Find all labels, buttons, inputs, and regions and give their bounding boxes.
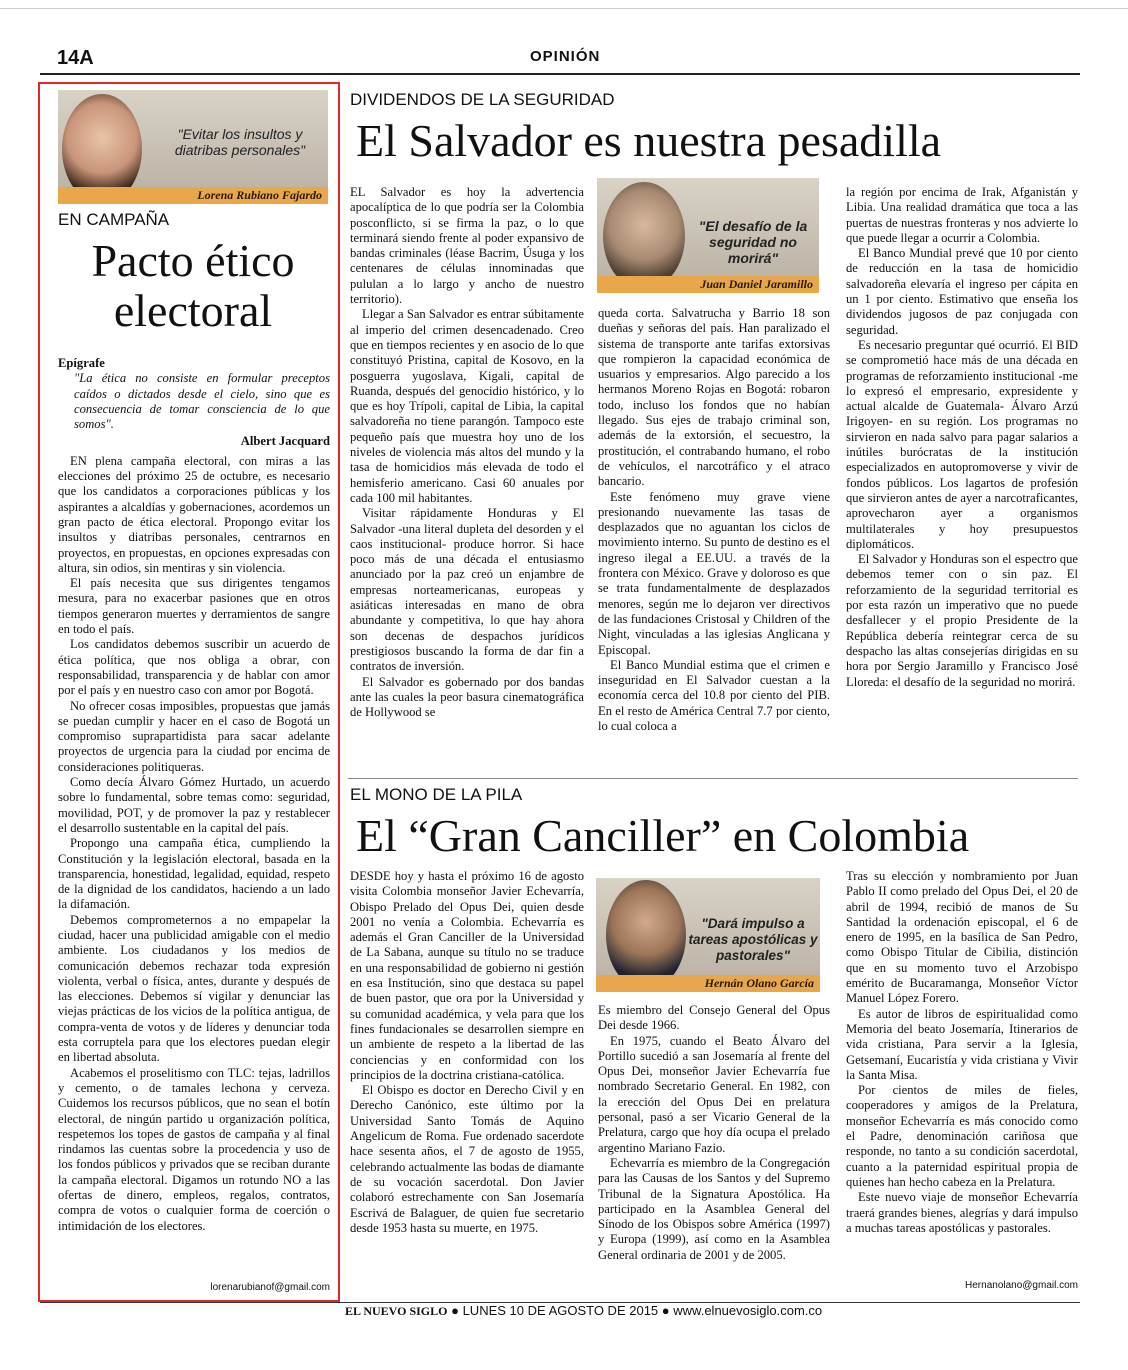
paragraph: En 1975, cuando el Beato Álvaro del Portillo sucedió a san Josemaría al frente del Opus Dei, monseñor Javier Echevarría fue nombrado Secretario General. En 1982, con la erección del Opus Dei en prelatura personal, pasó a ser Vicario General de la Prelatura, cargo que hoy día ocupa el prelado argentino Mariano Fazio.	[598, 1033, 830, 1155]
paragraph: Este fenómeno muy grave viene presionando nuevamente las tasas de desplazados que no aguantan los ciclos de movimiento interno. Su punto de destino es el ingreso ilegal a EE.UU. a través de la frontera con México. Grave y doloroso es que se trata fundamentalmente de desplazados menores, según me lo dejaron ver directivos de las fundaciones Cristosal y Children of the Night, vinculadas a las iglesias Anglicana y Episcopal.	[598, 489, 830, 657]
paragraph: El Salvador es gobernado por dos bandas ante las cuales la peor basura cinematográfica de Hollywood se	[350, 674, 584, 720]
author-tag-article2: Hernán Olano García	[596, 975, 820, 992]
article1-column-3	[846, 185, 1078, 690]
kicker-article2: EL MONO DE LA PILA	[350, 785, 523, 804]
paragraph: Como decía Álvaro Gómez Hurtado, un acuerdo sobre lo fundamental, sobre temas como: seguridad, movilidad, POT, y de promover la paz y restablecer el desarrollo sustentable en la capital del país.	[58, 775, 330, 835]
author-tag-left: Lorena Rubiano Fajardo	[58, 187, 328, 204]
article-divider	[348, 778, 1078, 779]
paragraph: Echevarría es miembro de la Congregación para las Causas de los Santos y del Supremo Tribunal de la Signatura Apostólica. Ha participado en la Asamblea General del Sínodo de los Obispos sobre América (1997) y Europa (1999), así como en la Asamblea General ordinaria de 2001 y de 2005.	[598, 1155, 830, 1262]
paragraph: Es autor de libros de espiritualidad como Memoria del beato Josemaría, Itinerarios de vida cristiana, Para servir a la Iglesia, Getsemaní, Eucaristía y vida cristiana y Vivir la Santa Misa.	[846, 1006, 1078, 1082]
headline-left: Pacto ético electoral	[91, 235, 295, 336]
article1-column-1	[350, 185, 584, 720]
kicker-article1: DIVIDENDOS DE LA SEGURIDAD	[350, 90, 615, 109]
left-article-body	[58, 356, 330, 1234]
paragraph: la región por encima de Irak, Afganistán y Libia. Una realidad dramática que toca a las puertas de nuestras fronteras y nos advierte lo que puede llegar a ocurrir a Colombia.	[846, 185, 1078, 245]
article2-column-2	[598, 1003, 830, 1263]
page-number: 14A	[57, 47, 94, 69]
paragraph: Debemos comprometernos a no empapelar la ciudad, hacer una publicidad amigable con el medio ambiente. Los ciudadanos y los medios de comunicación debemos rechazar toda expresión violenta, verbal o física, antes, durante y después de las elecciones. Debemos sí vigilar y denunciar las viejas prácticas de los vicios de la política antigua, de compra-venta de votos y de líderes y denunciar toda esta corruptela para que los electores puedan elegir en libertad absoluta.	[58, 912, 330, 1065]
paragraph: Propongo una campaña ética, cumpliendo la Constitución y la legislación electoral, basada en la transparencia, honestidad, legalidad, equidad, respeto de la dignidad de los candidatos, haciendo a un lado la difamación.	[58, 836, 330, 912]
paragraph: Es miembro del Consejo General del Opus Dei desde 1966.	[598, 1003, 830, 1033]
article1-column-2	[598, 306, 830, 734]
paragraph: Los candidatos debemos suscribir un acuerdo de ética política, que nos obliga a obrar, con responsabilidad, transparencia y de hablar con amor por el país y en nuestro caso con amor por Bogotá.	[58, 637, 330, 698]
headline-article1: El Salvador es nuestra pesadilla	[356, 115, 942, 166]
section-title: OPINIÓN	[530, 48, 601, 65]
paragraph: Es necesario preguntar qué ocurrió. El BID se comprometió hace más de una década en programas de reforzamiento institucional -me lo expresó el empresario, expresidente y actual alcalde de Guatemala- Álvaro Arzú Irigoyen- en su región. Los programas no sirvieron en nada salvo para pagar salarios a inútiles burócratas de la institución especializados en autopromoverse y vivir de fondos públicos. Los lagartos de profesión que sirvieron antes de ayer a narcotraficantes, aprovecharon ayer a organismos multilaterales y hoy presupuestos diplomáticos.	[846, 337, 1078, 551]
portrait-icon	[606, 880, 686, 990]
paragraph: El Banco Mundial estima que el crimen e inseguridad en El Salvador cuestan a la economía cerca del 10.8 por ciento del PIB. En el resto de América Central 7.7 por ciento, lo cual coloca a	[598, 657, 830, 734]
pull-quote-article2: "Dará impulso a tareas apostólicas y pastorales"	[688, 916, 818, 963]
paragraph: El Salvador y Honduras son el espectro que debemos temer con o sin paz. El reforzamiento de la seguridad territorial es por esta razón un imperativo que no puede desfallecer y el propio Presidente de la República debería reintegrar cerca de su despacho las altas consejerías dirigidas en su hora por Sergio Jaramillo y Francisco José Lloreda: el desafío de la seguridad no morirá.	[846, 552, 1078, 689]
paragraph: Por cientos de miles de fieles, cooperadores y amigos de la Prelatura, monseñor Echevarría es más conocido como el Padre, denominación cariñosa que responde, no tanto a su condición sacerdotal, cuanto a la paternidad espiritual propia de quienes han hecho cabeza en la Prelatura.	[846, 1083, 1078, 1189]
pull-quote-left: "Evitar los insultos y diatribas personales"	[174, 126, 306, 158]
paragraph: DESDE hoy y hasta el próximo 16 de agosto visita Colombia monseñor Javier Echevarría, Obispo Prelado del Opus Dei, quien desde 2001 no venía a Colombia. Echevarría es además el Gran Canciller de la Universidad de La Sabana, aunque su título no se traduce en una responsabilidad de gobierno ni gestión en esa Institución, sino que destaca su papel de buen pastor, que ora por la Universidad y su comunidad académica, y vela para que los fines fundacionales se desarrollen siempre en un ambiente de respeto a la libertad de las conciencias y en conformidad con los principios de la doctrina cristiana-católica.	[350, 869, 584, 1082]
epigraph-text: "La ética no consiste en formular preceptos caídos o dictados desde el cielo, sino que es consecuencia de tomar consciencia de lo que somos".	[74, 371, 330, 432]
paragraph: Visitar rápidamente Honduras y El Salvador -una literal dupleta del desorden y el caos institucional- produce horror. Si hace poco más de una década el entusiasmo anunciado por la paz creó un enjambre de empresas norteamericanas, europeas y asiáticas interesadas en mano de obra abundante y competitiva, lo que hay ahora son decenas de despachos jurídicos prestigiosos buscando la forma de dar fin a contratos de inversión.	[350, 506, 584, 674]
header-rule	[40, 73, 1080, 75]
pull-quote-article1: "El desafío de la seguridad no morirá"	[698, 218, 808, 266]
bullet-icon: ●	[661, 1303, 670, 1318]
headline-article2: El “Gran Canciller” en Colombia	[356, 810, 970, 861]
footer-date: LUNES 10 DE AGOSTO DE 2015	[462, 1303, 659, 1318]
email-article2: Hernanolano@gmail.com	[965, 1280, 1078, 1291]
paragraph: No ofrecer cosas imposibles, propuestas que jamás se puedan cumplir y hacer en el caso de Bogotá un compromiso suprapartidista para sacar adelante proyectos de urgencia para la ciudad por encima de consideraciones politiqueras.	[58, 698, 330, 774]
epigraph-label: Epígrafe	[58, 356, 105, 370]
paragraph: EL Salvador es hoy la advertencia apocalíptica de lo que podría ser la Colombia posconflicto, si se firma la paz, o lo que terminará siendo frente al poder expansivo de bandas criminales (léase Bacrim, Úsuga y los centenares de células innominadas que pululan a lo largo y ancho de nuestro territorio).	[350, 185, 584, 307]
paragraph: Llegar a San Salvador es entrar súbitamente al imperio del crimen desencadenado. Creo que en tiempos recientes y en asocio de lo que constituyó Pristina, capital de Kosovo, en la posguerra yugoslava, Kigali, capital de Ruanda, después del genocidio histórico, y lo que es hoy Trípoli, capital de Libia, la capital salvadoreña no tiene parangón. Tampoco este pequeño país que muestra hoy uno de los niveles de violencia más altos del mundo y la tasa de homicidios más elevada de todo el hemisferio americano. Casi 60 anuales por cada 100 mil habitantes.	[350, 307, 584, 505]
epigraph-author: Albert Jacquard	[240, 434, 330, 449]
portrait-icon	[62, 94, 142, 202]
author-tag-article1: Juan Daniel Jaramillo	[597, 276, 819, 293]
paragraph: Tras su elección y nombramiento por Juan Pablo II como prelado del Opus Dei, el 20 de abril de 1994, recibió de manos de Su Santidad la ordenación episcopal, el 6 de enero de 1995, en la basílica de San Pedro, como Obispo Titular de Cibilia, distinción que en su momento tuvo el Arzobispo emérito de Bucaramanga, Monseñor Víctor Manuel López Forero.	[846, 869, 1078, 1006]
paragraph: Este nuevo viaje de monseñor Echevarría traerá grandes bienes, alegrías y dará impulso a muchas tareas apostólicas y pastorales.	[846, 1190, 1078, 1235]
paragraph: El Banco Mundial prevé que 10 por ciento de reducción en la tasa de homicidio salvadoreña elevaría el ingreso per cápita en un 1 por ciento. Estimativo que enseña los dividendos jugosos de paz conjugada con seguridad.	[846, 246, 1078, 337]
paragraph: Acabemos el proselitismo con TLC: tejas, ladrillos y cemento, o de tamales lechona y cerveza. Cuidemos los recursos públicos, que no sean el botín electoral, de ningún partido u organización política, respetemos los topes de gastos de campaña y al final rindamos las cuentas sobre la procedencia y uso de los fondos públicos y privados que se reciban durante la campaña electoral. Digamos un rotundo NO a las ofertas de dinero, empleos, regalos, contratos, compra de votos o cualquier forma de coerción o intimidación de los electores.	[58, 1065, 330, 1233]
paragraph: EN plena campaña electoral, con miras a las elecciones del próximo 25 de octubre, es necesario que los candidatos a corporaciones públicas y los aspirantes a alcaldías y gobernaciones, acordemos un gran pacto de ética electoral. Propongo evitar los insultos y diatribas personales, centrarnos en proyectos, en propuestas, en opciones expresadas con altura, sin odios, sin mentiras y sin violencia.	[58, 453, 330, 575]
footer	[345, 1303, 822, 1319]
footer-paper-name: EL NUEVO SIGLO	[345, 1304, 448, 1318]
article2-column-3	[846, 869, 1078, 1236]
top-strip	[0, 0, 1128, 9]
article2-column-1	[350, 869, 584, 1236]
bullet-icon: ●	[451, 1303, 459, 1318]
portrait-icon	[603, 182, 685, 290]
paragraph: El país necesita que sus dirigentes tengamos mesura, para no exacerbar pasiones que en otros tiempos generaron muertes y derramientos de sangre en todo el país.	[58, 576, 330, 637]
email-left: lorenarubianof@gmail.com	[210, 1282, 330, 1293]
paragraph: queda corta. Salvatrucha y Barrio 18 son dueñas y señoras del país. Han paralizado el sistema de transporte ante tarifas extorsivas que rompieron la capacidad económica de usuarios y empresarios. Algo parecido a los hermanos Moreno Rojas en Bogotá: robaron todo, incluso los fondos que no habían llegado. Sus ejes de trabajo criminal son, además de la extorsión, el secuestro, la prostitución, el contrabando humano, el robo de vehículos, el narcotráfico y el atraco bancario.	[598, 306, 830, 489]
paragraph: El Obispo es doctor en Derecho Civil y en Derecho Canónico, este último por la Universidad Santo Tomás de Aquino Angelicum de Roma. Fue ordenado sacerdote hace sesenta años, el 7 de agosto de 1955, celebrando actualmente las bodas de diamante de su vocación sacerdotal. Don Javier colaboró estrechamente con San Josemaría Escrivá de Balaguer, de quien fue secretario desde 1953 hasta su muerte, en 1975.	[350, 1083, 584, 1235]
footer-website: www.elnuevosiglo.com.co	[673, 1303, 823, 1318]
kicker-left: EN CAMPAÑA	[58, 210, 170, 229]
